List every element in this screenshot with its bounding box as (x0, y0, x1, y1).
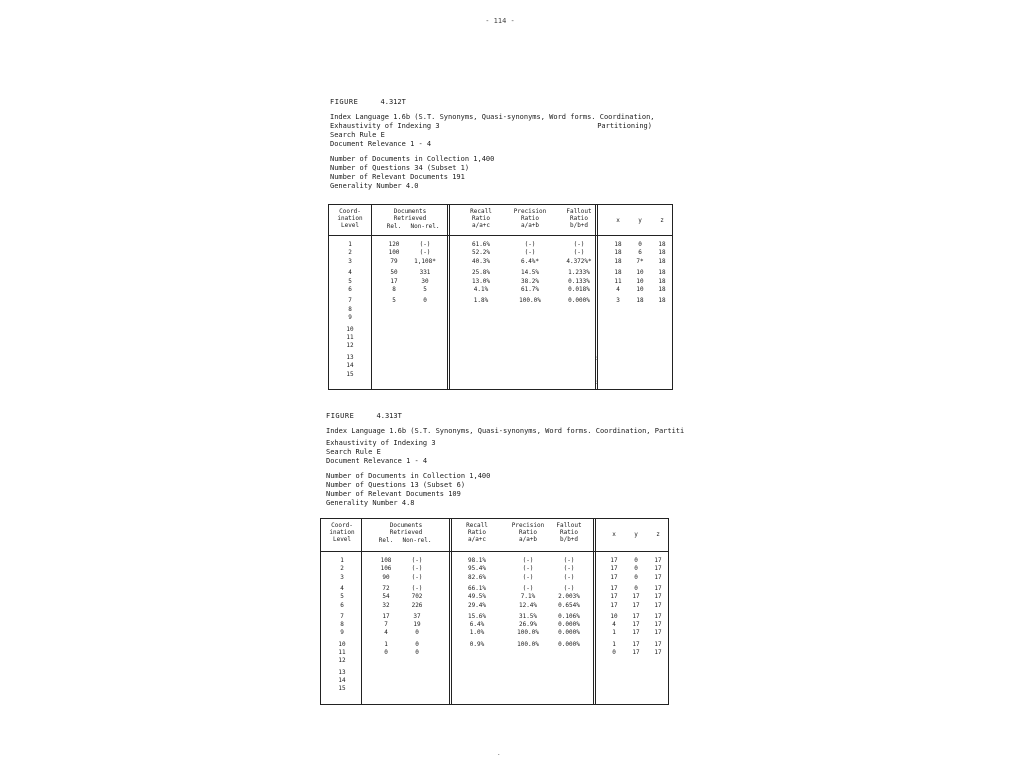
cell-nonrel: 331 (419, 269, 431, 277)
cell-precision: 38.2% (520, 277, 540, 285)
cell-z: 18 (658, 277, 666, 285)
figure-4-313t (326, 412, 706, 508)
document-relevance: Document Relevance 1 - 4 (326, 457, 428, 465)
cell-precision: (-) (522, 573, 534, 581)
results-table-2 (320, 518, 669, 705)
cell-recall: 6.4% (469, 621, 485, 629)
cell-level: 6 (348, 286, 352, 293)
cell-precision: 61.7% (520, 286, 540, 293)
cell-fallout: 0.654% (558, 601, 580, 609)
generality-number: Generality Number 4.8 (326, 499, 415, 507)
cell-level: 7 (348, 297, 352, 305)
cell-z: 17 (654, 649, 662, 656)
index-language (326, 427, 706, 436)
cell-y: 17 (632, 621, 640, 629)
cell-z: 18 (658, 241, 666, 248)
cell-level: 7 (340, 612, 344, 620)
cell-x: 10 (610, 612, 618, 620)
cell-z: 18 (658, 297, 666, 305)
cell-z: 17 (654, 593, 662, 601)
cell-nonrel: 226 (411, 601, 423, 609)
cell-recall: 29.4% (467, 601, 487, 609)
header-precision-ratio: Precision Ratio a/a+b (513, 208, 547, 229)
figure-number: 4.313T (376, 412, 402, 420)
cell-fallout: 0.000% (558, 621, 580, 629)
cell-nonrel: (-) (411, 584, 423, 592)
cell-level: 12 (346, 342, 354, 350)
cell-z: 17 (654, 573, 662, 581)
cell-y: 17 (632, 612, 640, 620)
cell-y: 17 (632, 593, 640, 601)
cell-level: 6 (340, 601, 344, 609)
search-rule: Search Rule E (330, 131, 385, 139)
cell-nonrel: (-) (411, 573, 423, 581)
cell-y: 0 (634, 565, 638, 573)
cell-rel: 108 (380, 557, 392, 564)
cell-precision: 100.0% (517, 640, 539, 648)
cell-precision: 7.1% (520, 593, 536, 601)
cell-fallout: 0.133% (568, 277, 590, 285)
cell-fallout: 0.000% (558, 629, 580, 637)
number-of-documents: Number of Documents in Collection 1,400 (330, 155, 495, 163)
index-language-value: 1.6b (S.T. Synonyms, Quasi-synonyms, Word forms. Coordination, (393, 113, 655, 121)
cell-x: 4 (612, 621, 616, 629)
cell-rel: 120 (388, 241, 400, 248)
cell-fallout: 0.018% (568, 286, 590, 293)
cell-fallout: (-) (563, 565, 575, 573)
cell-recall: 1.8% (473, 297, 489, 305)
header-recall-ratio: Recall Ratio a/a+c (466, 522, 488, 543)
cell-rel: 7 (384, 621, 388, 629)
cell-x: 17 (610, 601, 618, 609)
cell-x: 17 (610, 565, 618, 573)
cell-recall: 13.0% (471, 277, 491, 285)
cell-x: 3 (616, 297, 620, 305)
cell-rel: 54 (382, 593, 390, 601)
cell-fallout: (-) (563, 573, 575, 581)
header-y: y (634, 531, 638, 538)
cell-rel: 72 (382, 584, 390, 592)
cell-nonrel: 0 (415, 649, 419, 656)
cell-rel: 8 (392, 286, 396, 293)
cell-y: 6 (638, 249, 642, 257)
number-of-relevant-documents: Number of Relevant Documents 109 (326, 490, 461, 498)
cell-level: 1 (348, 241, 352, 248)
cell-fallout: (-) (563, 557, 575, 564)
cell-nonrel: (-) (411, 557, 423, 564)
cell-x: 17 (610, 573, 618, 581)
cell-nonrel: 0 (415, 640, 419, 648)
cell-y: 0 (638, 241, 642, 248)
header-coordination-level: Coord- ination Level (329, 522, 355, 543)
cell-level: 10 (338, 640, 346, 648)
cell-level: 4 (348, 269, 352, 277)
cell-recall: 15.6% (467, 612, 487, 620)
cell-y: 17 (632, 640, 640, 648)
figure-number: 4.312T (380, 98, 406, 106)
cell-x: 4 (616, 286, 620, 293)
cell-level: 15 (346, 370, 354, 378)
cell-x: 1 (612, 640, 616, 648)
cell-rel: 32 (382, 601, 390, 609)
search-rule: Search Rule E (326, 448, 381, 456)
cell-z: 18 (658, 249, 666, 257)
cell-z: 18 (658, 257, 666, 265)
cell-z: 17 (654, 601, 662, 609)
cell-z: 18 (658, 286, 666, 293)
number-of-documents: Number of Documents in Collection 1,400 (326, 472, 491, 480)
cell-nonrel: 702 (411, 593, 423, 601)
index-language-value: 1.6b (S.T. Synonyms, Quasi-synonyms, Word forms. Coordination, Partiti (389, 427, 685, 435)
cell-recall: 82.6% (467, 573, 487, 581)
cell-rel: 17 (382, 612, 390, 620)
cell-z: 17 (654, 629, 662, 637)
number-of-relevant-documents: Number of Relevant Documents 191 (330, 173, 465, 181)
cell-level: 2 (348, 249, 352, 257)
cell-precision: (-) (522, 557, 534, 564)
cell-level: 10 (346, 325, 354, 333)
cell-level: 9 (340, 629, 344, 637)
cell-rel: 106 (380, 565, 392, 573)
cell-precision: 31.5% (518, 612, 538, 620)
cell-precision: (-) (522, 584, 534, 592)
cell-level: 4 (340, 584, 344, 592)
exhaustivity: Exhaustivity of Indexing 3 (330, 122, 440, 130)
cell-z: 18 (658, 269, 666, 277)
cell-rel: 1 (384, 640, 388, 648)
cell-z: 17 (654, 621, 662, 629)
figure-4-312t (330, 98, 680, 191)
cell-z: 17 (654, 612, 662, 620)
cell-fallout: (-) (573, 249, 585, 257)
header-y: y (638, 217, 642, 224)
cell-y: 10 (636, 269, 644, 277)
header-documents-retrieved: Documents Retrieved (389, 522, 423, 536)
cell-recall: 4.1% (473, 286, 489, 293)
cell-level: 1 (340, 557, 344, 564)
figure-label: FIGURE (326, 412, 355, 420)
cell-rel: 50 (390, 269, 398, 277)
cell-fallout: 4.372%* (566, 257, 592, 265)
document-relevance: Document Relevance 1 - 4 (330, 140, 432, 148)
cell-level: 3 (340, 573, 344, 581)
cell-z: 17 (654, 584, 662, 592)
cell-nonrel: 30 (421, 277, 429, 285)
cell-rel: 100 (388, 249, 400, 257)
cell-x: 1 (612, 629, 616, 637)
cell-level: 8 (340, 621, 344, 629)
cell-nonrel: 0 (415, 629, 419, 637)
cell-precision: 100.0% (519, 297, 541, 305)
cell-precision: (-) (524, 241, 536, 248)
header-rel: Rel. (378, 537, 394, 544)
cell-z: 17 (654, 640, 662, 648)
cell-x: 18 (614, 269, 622, 277)
cell-nonrel: 5 (423, 286, 427, 293)
cell-level: 8 (348, 305, 352, 313)
cell-level: 2 (340, 565, 344, 573)
exhaustivity: Exhaustivity of Indexing 3 (326, 439, 436, 447)
header-z: z (660, 217, 664, 224)
cell-nonrel: 1,108* (414, 257, 436, 265)
header-precision-ratio: Precision Ratio a/a+b (511, 522, 545, 543)
cell-nonrel: 37 (413, 612, 421, 620)
generality-number: Generality Number 4.0 (330, 182, 419, 190)
figure-heading (326, 412, 706, 421)
header-rel: Rel. (386, 223, 402, 230)
cell-recall: 25.8% (471, 269, 491, 277)
header-fallout-ratio: Fallout Ratio b/b+d (556, 522, 582, 543)
index-language-label: Index Language (326, 427, 386, 435)
cell-precision: 100.0% (517, 629, 539, 637)
cell-z: 17 (654, 557, 662, 564)
cell-level: 9 (348, 314, 352, 322)
cell-y: 17 (632, 629, 640, 637)
cell-x: 18 (614, 241, 622, 248)
cell-y: 0 (634, 557, 638, 564)
cell-x: 0 (612, 649, 616, 656)
cell-precision: 6.4%* (520, 257, 540, 265)
cell-precision: (-) (524, 249, 536, 257)
cell-y: 18 (636, 297, 644, 305)
index-language (330, 113, 680, 122)
cell-recall: 66.1% (467, 584, 487, 592)
number-of-questions: Number of Questions 13 (Subset 6) (326, 481, 466, 489)
cell-level: 14 (338, 676, 346, 684)
cell-rel: 90 (382, 573, 390, 581)
cell-fallout: (-) (563, 584, 575, 592)
cell-y: 7* (636, 257, 644, 265)
cell-rel: 0 (384, 649, 388, 656)
cell-y: 10 (636, 277, 644, 285)
cell-level: 3 (348, 257, 352, 265)
cell-level: 15 (338, 685, 346, 693)
cell-rel: 5 (392, 297, 396, 305)
cell-nonrel: 19 (413, 621, 421, 629)
cell-recall: 40.3% (471, 257, 491, 265)
cell-level: 12 (338, 657, 346, 665)
cell-x: 18 (614, 249, 622, 257)
figure-heading (330, 98, 680, 107)
cell-fallout: 0.106% (558, 612, 580, 620)
cell-z: 17 (654, 565, 662, 573)
cell-level: 13 (346, 353, 354, 361)
cell-fallout: 2.003% (558, 593, 580, 601)
cell-precision: (-) (522, 565, 534, 573)
cell-x: 17 (610, 593, 618, 601)
cell-rel: 79 (390, 257, 398, 265)
cell-precision: 12.4% (518, 601, 538, 609)
results-table-1: Coord- ination Level Documents Retrieved Rel. Non-rel. Recall Ratio a/a+c Precision Ratio a/a+b Fallout Ratio b/b+d x y z : : 1 120 (-) 61.6% (-) (-) 18 0 18 2 100 (-) 52.2% (-) (-) 18 6 18 3 79 1,108* 40.3% 6.4%* 4.372%* 18 7* 18 4 50 331 25.8% 14.5% 1.233% 18 10 18 5 17 30 13.0% 38.2% 0.133% 11 10 18 6 8 5 4.1% 61.7% 0.018% 4 10 18 7 5 0 1.8% 100.0% 0.000% 3 18 18 8 9 10 11 12 13 14 15 (328, 204, 673, 390)
header-non-rel: Non-rel. (410, 223, 440, 230)
cell-x: 18 (614, 257, 622, 265)
header-recall-ratio: Recall Ratio a/a+c (470, 208, 492, 229)
cell-recall: 61.6% (471, 241, 491, 248)
cell-level: 13 (338, 668, 346, 676)
header-fallout-ratio: Fallout Ratio b/b+d (566, 208, 592, 229)
cell-nonrel: 0 (423, 297, 427, 305)
cell-precision: 14.5% (520, 269, 540, 277)
cell-level: 14 (346, 362, 354, 370)
header-documents-retrieved: Documents Retrieved (393, 208, 427, 222)
header-coordination-level: Coord- ination Level (337, 208, 363, 229)
cell-nonrel: (-) (419, 249, 431, 257)
cell-x: 17 (610, 584, 618, 592)
cell-x: 11 (614, 277, 622, 285)
cell-y: 17 (632, 601, 640, 609)
cell-level: 11 (346, 334, 354, 341)
cell-nonrel: (-) (419, 241, 431, 248)
cell-rel: 4 (384, 629, 388, 637)
cell-level: 5 (340, 593, 344, 601)
index-language-label: Index Language (330, 113, 390, 121)
cell-rel: 17 (390, 277, 398, 285)
cell-y: 0 (634, 584, 638, 592)
header-x: x (616, 217, 620, 224)
cell-y: 0 (634, 573, 638, 581)
cell-nonrel: (-) (411, 565, 423, 573)
cell-fallout: 0.000% (568, 297, 590, 305)
cell-recall: 1.0% (469, 629, 485, 637)
cell-y: 17 (632, 649, 640, 656)
index-language-continued: Partitioning) (597, 122, 652, 130)
cell-recall: 98.1% (467, 557, 487, 564)
cell-fallout: 1.233% (568, 269, 590, 277)
header-z: z (656, 531, 660, 538)
cell-recall: 0.9% (469, 640, 485, 648)
figure-label: FIGURE (330, 98, 359, 106)
cell-fallout: (-) (573, 241, 585, 248)
cell-level: 11 (338, 649, 346, 656)
cell-fallout: 0.000% (558, 640, 580, 648)
cell-level: 5 (348, 277, 352, 285)
cell-precision: 26.9% (518, 621, 538, 629)
header-non-rel: Non-rel. (402, 537, 432, 544)
page-number: - 114 - (485, 17, 515, 25)
cell-recall: 49.5% (467, 593, 487, 601)
cell-recall: 52.2% (471, 249, 491, 257)
cell-recall: 95.4% (467, 565, 487, 573)
header-x: x (612, 531, 616, 538)
cell-y: 10 (636, 286, 644, 293)
number-of-questions: Number of Questions 34 (Subset 1) (330, 164, 470, 172)
cell-x: 17 (610, 557, 618, 564)
